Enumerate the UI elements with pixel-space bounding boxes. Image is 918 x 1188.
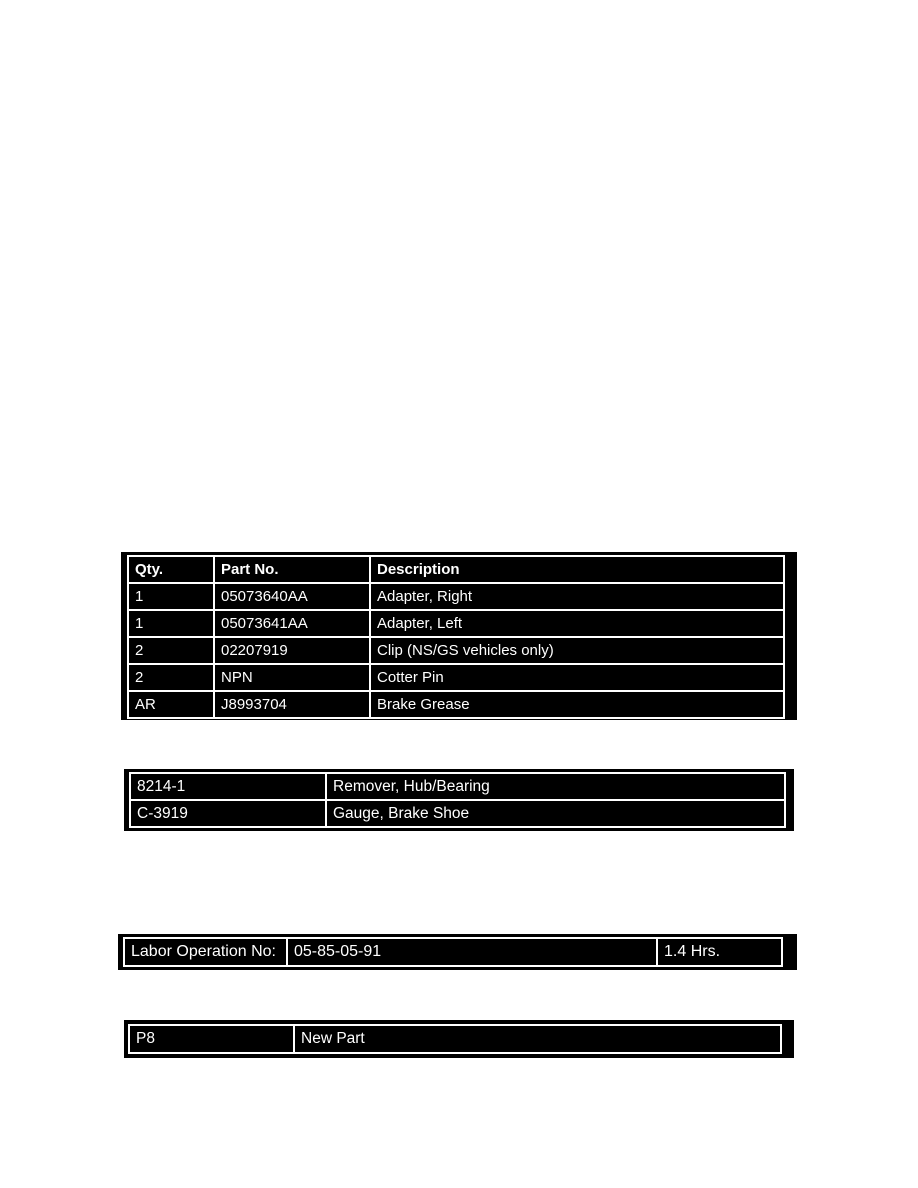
labor-time: 1.4 Hrs. <box>657 938 782 966</box>
table-row <box>130 800 785 827</box>
tool-description-cell: Remover, Hub/Bearing <box>326 773 785 800</box>
part-no-cell: NPN <box>214 664 370 691</box>
part-no-cell: 05073641AA <box>214 610 370 637</box>
failure-description-cell: New Part <box>294 1025 781 1053</box>
part-no-cell: 02207919 <box>214 637 370 664</box>
table-row <box>128 664 784 691</box>
labor-operation-number: 05-85-05-91 <box>287 938 657 966</box>
failure-code-cell: P8 <box>129 1025 294 1053</box>
labor-table <box>118 934 797 970</box>
part-no-cell: 05073640AA <box>214 583 370 610</box>
qty-cell: AR <box>128 691 214 718</box>
tool-description-cell: Gauge, Brake Shoe <box>326 800 785 827</box>
qty-cell: 2 <box>128 664 214 691</box>
qty-header: Qty. <box>128 556 214 583</box>
qty-cell: 1 <box>128 610 214 637</box>
part-no-header: Part No. <box>214 556 370 583</box>
parts-table <box>121 552 797 720</box>
table-row <box>129 1025 781 1053</box>
tools-table <box>124 769 794 831</box>
table-row <box>124 938 782 966</box>
warranty-table <box>124 1020 794 1058</box>
table-row <box>128 637 784 664</box>
qty-cell: 2 <box>128 637 214 664</box>
labor-operation-label: Labor Operation No: <box>124 938 287 966</box>
description-cell: Adapter, Right <box>370 583 784 610</box>
tool-number-cell: C-3919 <box>130 800 326 827</box>
tool-number-cell: 8214-1 <box>130 773 326 800</box>
table-row <box>128 610 784 637</box>
table-row <box>128 691 784 718</box>
parts-header-row <box>128 556 784 583</box>
qty-cell: 1 <box>128 583 214 610</box>
table-row <box>130 773 785 800</box>
part-no-cell: J8993704 <box>214 691 370 718</box>
description-cell: Clip (NS/GS vehicles only) <box>370 637 784 664</box>
description-cell: Brake Grease <box>370 691 784 718</box>
table-row <box>128 583 784 610</box>
description-cell: Adapter, Left <box>370 610 784 637</box>
description-header: Description <box>370 556 784 583</box>
description-cell: Cotter Pin <box>370 664 784 691</box>
